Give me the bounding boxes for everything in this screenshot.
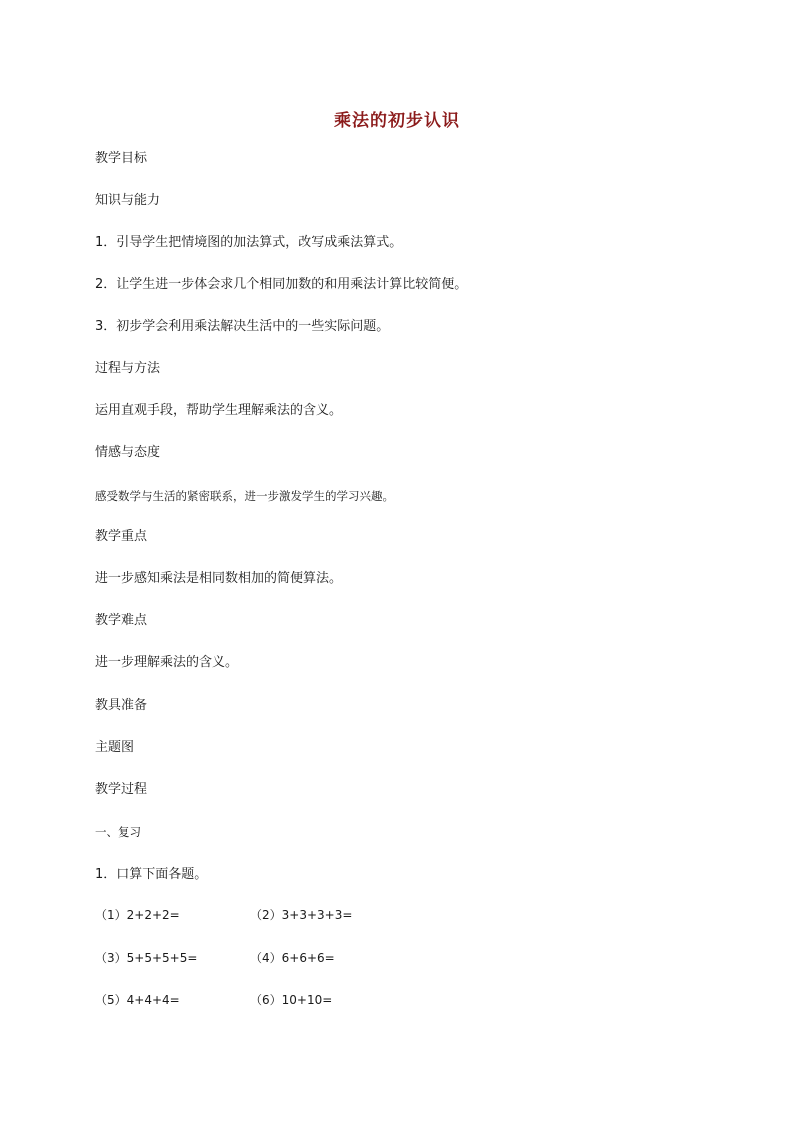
exercise-5: （5）4+4+4= xyxy=(95,993,180,1007)
emotion-attitude-text: 感受数学与生活的紧密联系，进一步激发学生的学习兴趣。 xyxy=(95,489,394,503)
review-item-1: 1．口算下面各题。 xyxy=(95,867,208,882)
objective-item-1: 1．引导学生把情境图的加法算式，改写成乘法算式。 xyxy=(95,235,403,250)
heading-teaching-aids: 教具准备 xyxy=(95,698,148,713)
teaching-aids-text: 主题图 xyxy=(95,740,135,755)
exercise-1: （1）2+2+2= xyxy=(95,908,180,922)
exercise-2: （2）3+3+3+3= xyxy=(250,908,353,922)
document-title: 乘法的初步认识 xyxy=(334,111,460,131)
exercise-6: （6）10+10= xyxy=(250,993,333,1007)
heading-key-points: 教学重点 xyxy=(95,529,148,544)
heading-teaching-objectives: 教学目标 xyxy=(95,151,148,166)
difficulties-text: 进一步理解乘法的含义。 xyxy=(95,655,239,670)
heading-teaching-process: 教学过程 xyxy=(95,782,148,797)
exercise-3: （3）5+5+5+5= xyxy=(95,951,198,965)
objective-item-2: 2．让学生进一步体会求几个相同加数的和用乘法计算比较简便。 xyxy=(95,277,468,292)
exercise-4: （4）6+6+6= xyxy=(250,951,335,965)
process-method-text: 运用直观手段，帮助学生理解乘法的含义。 xyxy=(95,403,343,418)
objective-item-3: 3．初步学会利用乘法解决生活中的一些实际问题。 xyxy=(95,319,390,334)
key-points-text: 进一步感知乘法是相同数相加的简便算法。 xyxy=(95,571,343,586)
heading-difficulties: 教学难点 xyxy=(95,613,148,628)
subheading-emotion-attitude: 情感与态度 xyxy=(95,445,161,460)
subheading-process-method: 过程与方法 xyxy=(95,361,161,376)
subheading-knowledge-ability: 知识与能力 xyxy=(95,193,161,208)
section-review: 一、复习 xyxy=(95,825,141,839)
